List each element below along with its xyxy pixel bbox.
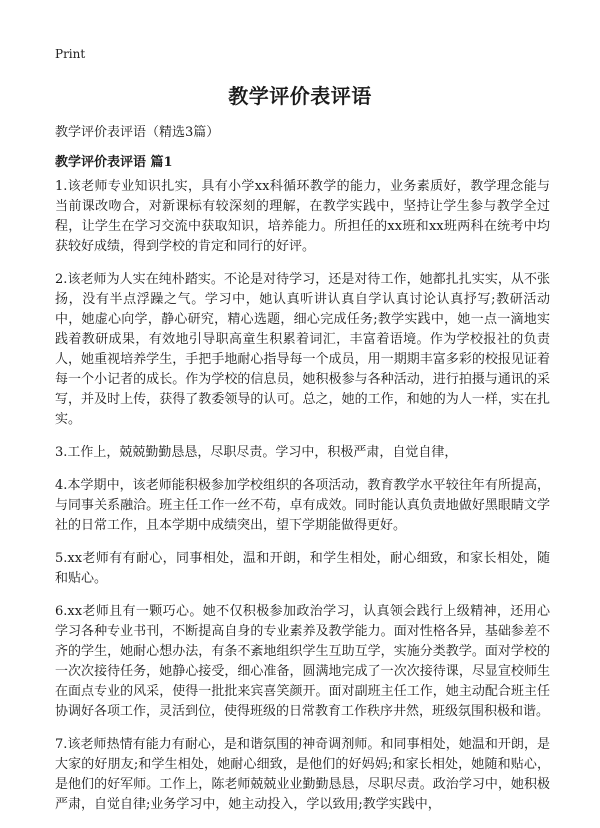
- print-link[interactable]: Print: [55, 47, 86, 61]
- body-paragraphs: [55, 177, 550, 828]
- paragraph-5: 5.xx老师有有耐心，同事相处，温和开朗，和学生相处，耐心细致，和家长相处，随和贴心。: [55, 551, 550, 586]
- page-title: 教学评价表评语: [228, 84, 372, 108]
- paragraph-1: 1.该老师专业知识扎实，具有小学xx科循环教学的能力，业务素质好，教学理念能与当前课改吻合，对新课标有较深刻的理解，在教学实践中，坚持让学生参与教学全过程，让学生在学习交流中获取知识，培养能力。所担任的xx班和xx班两科在统考中均获较好成绩，得到学校的肯定和同行的好评。: [55, 179, 550, 254]
- section-heading: 教学评价表评语 篇1: [55, 155, 173, 170]
- document-subtitle: 教学评价表评语（精选3篇）: [55, 125, 220, 140]
- paragraph-7: 7.该老师热情有能力有耐心，是和谐氛围的神奇调剂师。和同事相处，她温和开朗，是大家的好朋友;和学生相处，她耐心细致，是他们的好妈妈;和家长相处，她随和贴心，是他们的好军师。工作上，陈老师兢兢业业勤勤恳恳，尽职尽责。政治学习中，她积极严肃，自觉自律;业务学习中，她主动投入，学以致用;教学实践中，: [55, 737, 550, 812]
- paragraph-3: 3.工作上，兢兢勤勤恳恳，尽职尽责。学习中，积极严肃，自觉自律，: [55, 445, 458, 460]
- paragraph-6: 6.xx老师且有一颗巧心。她不仅积极参加政治学习，认真领会践行上级精神，还用心学习各种专业书刊，不断提高自身的专业素养及教学能力。面对性格各异，基础参差不齐的学生，她耐心想办法，有条不紊地组织学生互助互学，实施分类教学。面对学校的一次次接待任务，她静心接受，细心准备，圆满地完成了一次次接待课，尽显宣校师生在面点专业的风采，使得一批批来宾喜笑颜开。面对副班主任工作，她主动配合班主任协调好各项工作，灵活到位，使得班级的日常教育工作秩序井然，班级氛围积极和谐。: [55, 604, 550, 719]
- paragraph-2: 2.该老师为人实在纯朴踏实。不论是对待学习，还是对待工作，她都扎扎实实，从不张扬，没有半点浮躁之气。学习中，她认真听讲认真自学认真讨论认真抒写;教研活动中，她虚心向学，静心研究，精心选题，细心完成任务;教学实践中，她一点一滴地实践着教研成果，有效地引导职高童生积累着词汇，丰富着语境。作为学校报社的负责人，她重视培养学生，手把手地耐心指导每一个成员，用一期期丰富多彩的校报见证着每一个小记者的成长。作为学校的信息员，她积极参与各种活动，进行拍摄与通讯的采写，并及时上传，获得了教委领导的认可。总之，她的工作，和她的为人一样，实在扎实。: [55, 272, 550, 427]
- paragraph-4: 4.本学期中，该老师能积极参加学校组织的各项活动，教育教学水平较往年有所提高，与同事关系融洽。班主任工作一丝不苟，卓有成效。同时能认真负责地做好黑眼睛文学社的日常工作，且本学期中成绩突出，望下学期能做得更好。: [55, 478, 550, 533]
